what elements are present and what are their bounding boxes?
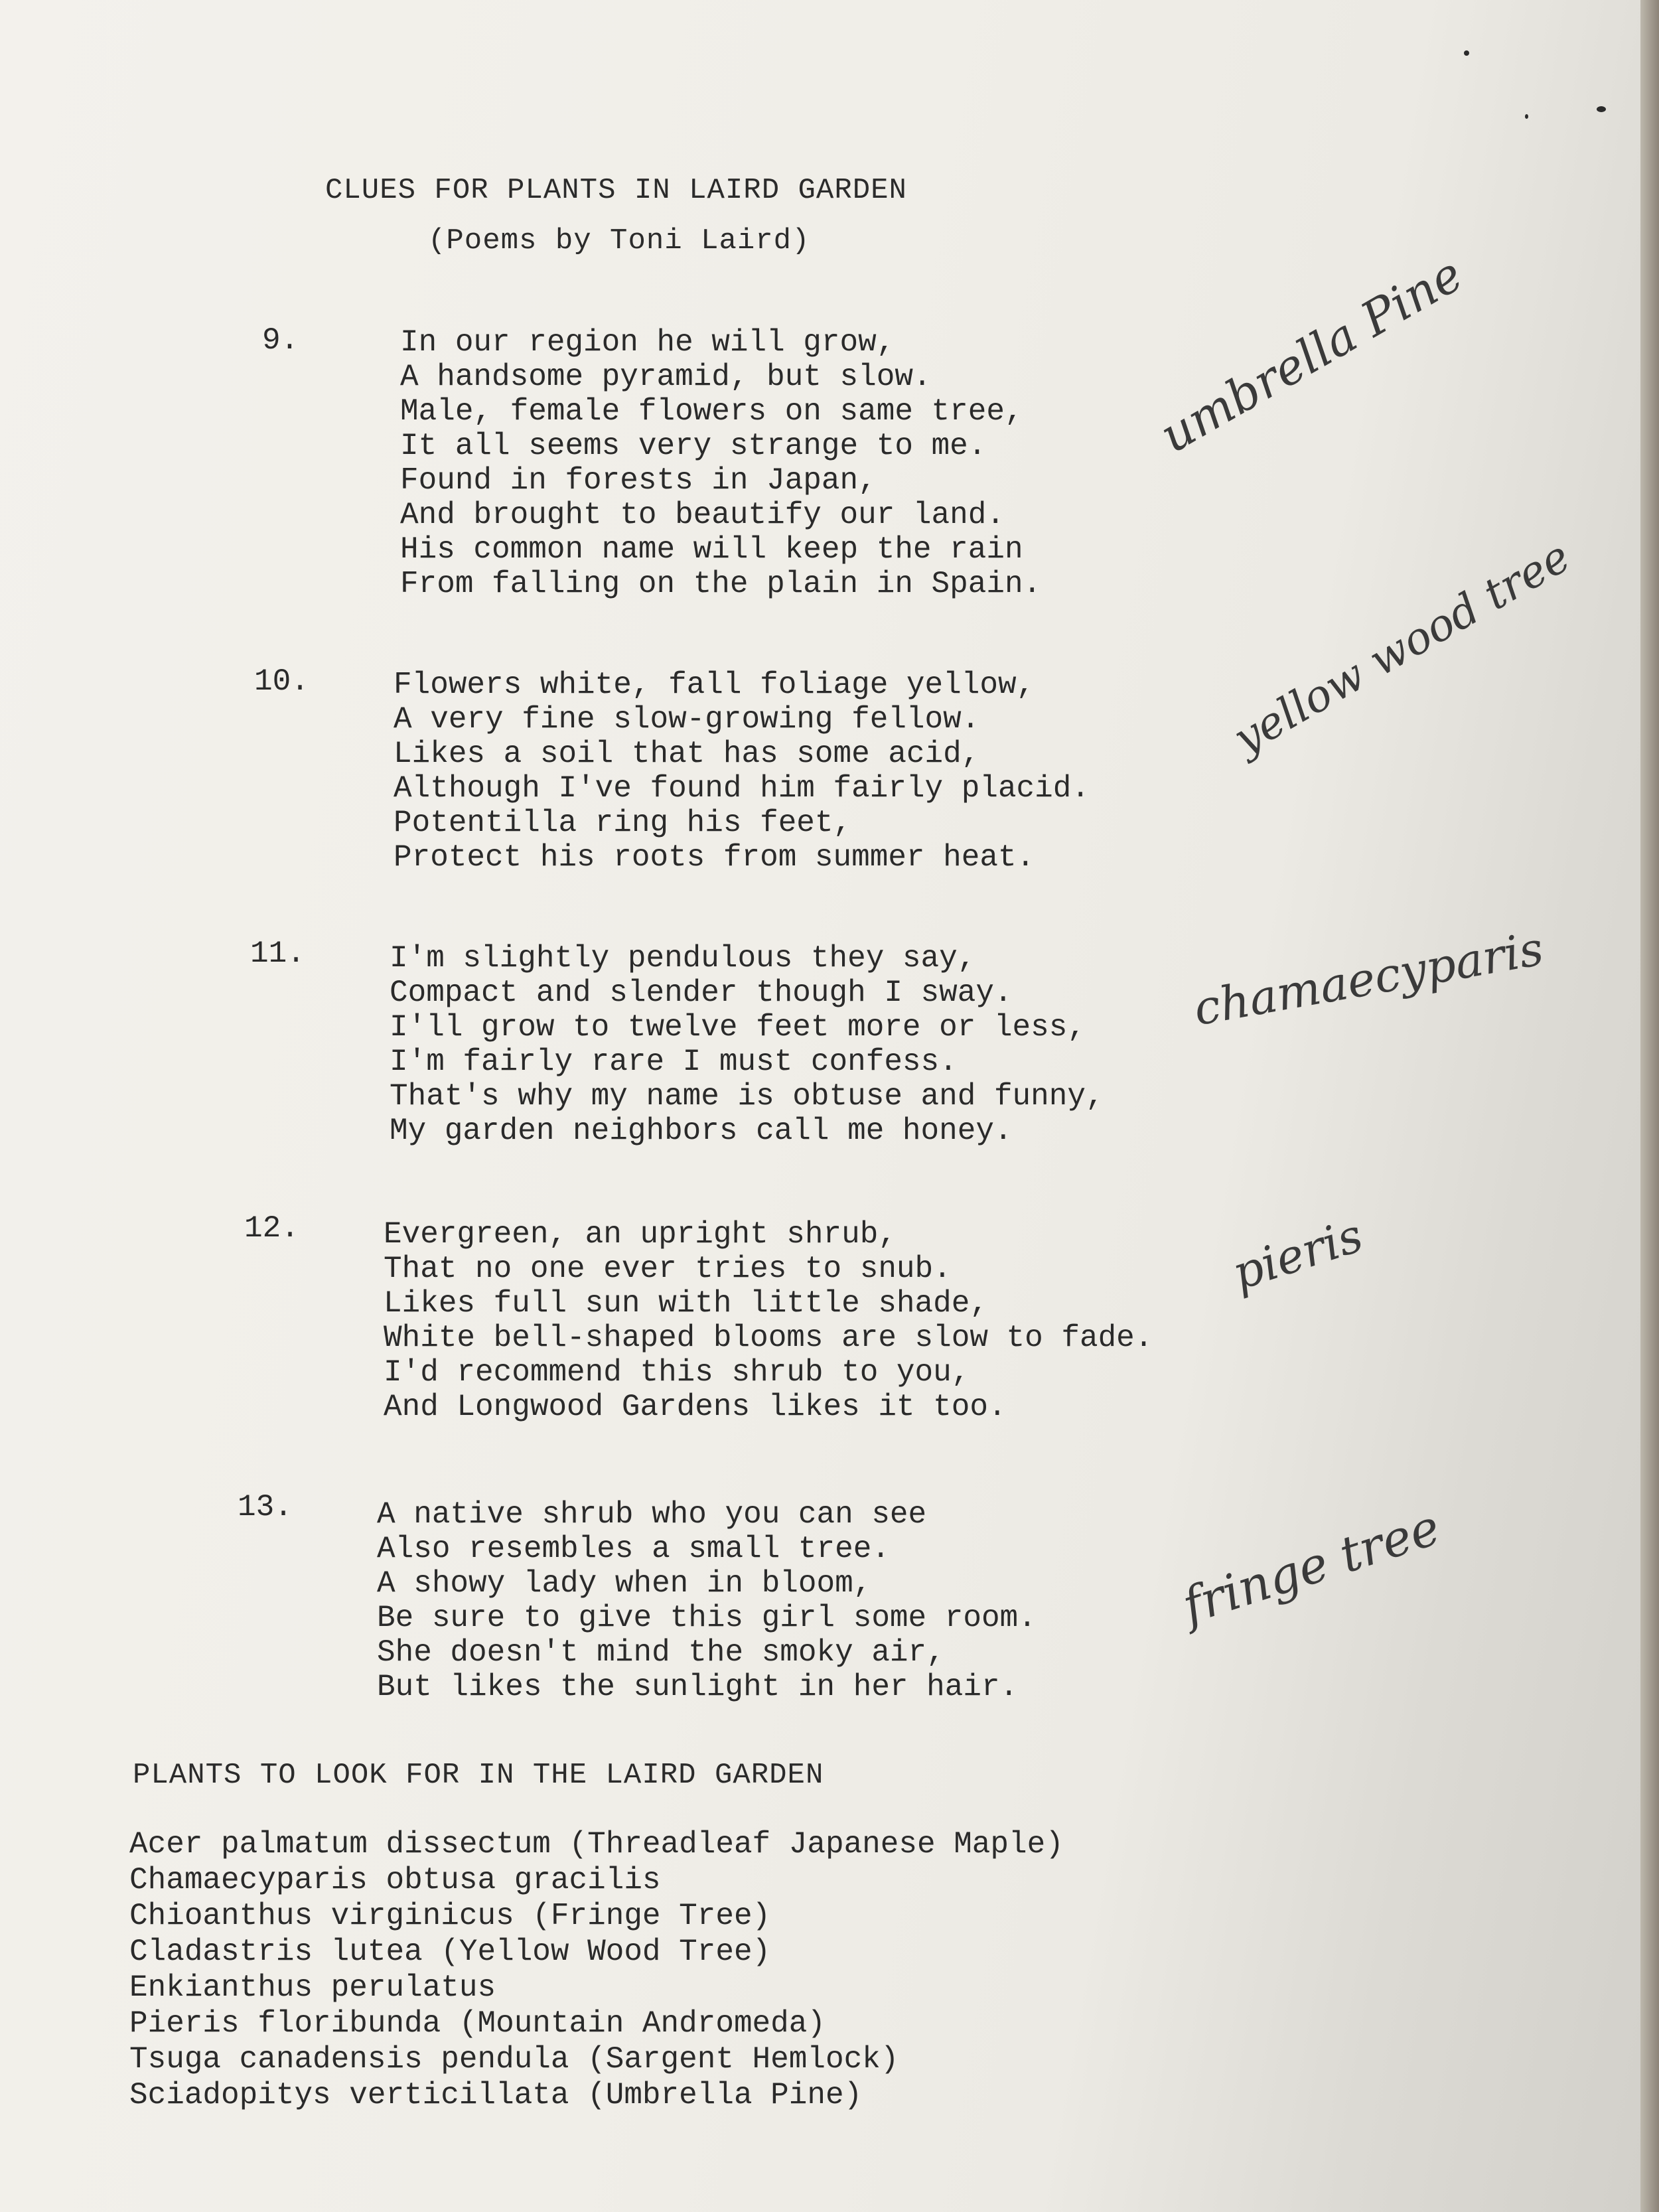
verse-line: A handsome pyramid, but slow. [400, 360, 932, 394]
page-subtitle: (Poems by Toni Laird) [428, 224, 810, 258]
verse-line: I'll grow to twelve feet more or less, [390, 1010, 1086, 1045]
verse-line: I'd recommend this shrub to you, [384, 1355, 970, 1390]
poem-number: 9. [262, 323, 299, 358]
verse-line: A native shrub who you can see [377, 1497, 927, 1532]
handwritten-annotation: umbrella Pine [1151, 246, 1472, 464]
poem-number: 11. [250, 936, 305, 971]
poem-verse [377, 1497, 1037, 1704]
plant-list-item: Chioanthus virginicus (Fringe Tree) [129, 1899, 771, 1933]
verse-line: A very fine slow-growing fellow. [394, 702, 980, 737]
plant-list-item: Sciadopitys verticillata (Umbrella Pine) [129, 2078, 863, 2112]
verse-line: That no one ever tries to snub. [384, 1252, 952, 1286]
plant-list-item: Acer palmatum dissectum (Threadleaf Japanese Maple) [129, 1827, 1064, 1862]
verse-line: Flowers white, fall foliage yellow, [394, 668, 1035, 702]
plant-list-title: PLANTS TO LOOK FOR IN THE LAIRD GARDEN [133, 1759, 824, 1792]
handwritten-annotation: yellow wood tree [1224, 530, 1579, 765]
plant-list-item: Pieris floribunda (Mountain Andromeda) [129, 2006, 826, 2041]
plant-list-item: Enkianthus perulatus [129, 1970, 496, 2005]
poem-verse [384, 1217, 1153, 1424]
poem-verse [400, 325, 1041, 601]
verse-line: And brought to beautify our land. [400, 498, 1005, 532]
poem-verse [394, 668, 1090, 875]
verse-line: Also resembles a small tree. [377, 1532, 890, 1566]
verse-line: White bell-shaped blooms are slow to fade. [384, 1321, 1153, 1355]
handwritten-annotation: chamaecyparis [1189, 921, 1548, 1037]
ink-speck [1597, 106, 1606, 112]
verse-line: But likes the sunlight in her hair. [377, 1670, 1019, 1704]
poem-number: 10. [254, 664, 309, 699]
ink-speck [1525, 114, 1528, 119]
verse-line: Protect his roots from summer heat. [394, 840, 1035, 875]
verse-line: Although I've found him fairly placid. [394, 771, 1090, 806]
poem-number: 13. [238, 1490, 293, 1524]
handwritten-annotation: pieris [1226, 1208, 1370, 1301]
verse-line: A showy lady when in bloom, [377, 1566, 872, 1601]
verse-line: Likes full sun with little shade, [384, 1286, 988, 1321]
verse-line: Male, female flowers on same tree, [400, 394, 1023, 429]
verse-line: My garden neighbors call me honey. [390, 1114, 1013, 1148]
verse-line: That's why my name is obtuse and funny, [390, 1079, 1104, 1114]
verse-line: I'm fairly rare I must confess. [390, 1045, 958, 1079]
plant-list-item: Cladastris lutea (Yellow Wood Tree) [129, 1935, 771, 1969]
plant-list [129, 1826, 1064, 2113]
handwritten-annotation: fringe tree [1175, 1499, 1447, 1635]
verse-line: I'm slightly pendulous they say, [390, 941, 976, 976]
verse-line: She doesn't mind the smoky air, [377, 1635, 945, 1670]
verse-line: Be sure to give this girl some room. [377, 1601, 1037, 1635]
verse-line: Evergreen, an upright shrub, [384, 1217, 897, 1252]
ink-speck [1464, 50, 1469, 56]
poem-verse [390, 941, 1104, 1148]
plant-list-item: Chamaecyparis obtusa gracilis [129, 1863, 661, 1897]
plant-list-item: Tsuga canadensis pendula (Sargent Hemlock) [129, 2042, 899, 2077]
verse-line: And Longwood Gardens likes it too. [384, 1390, 1007, 1424]
poem-number: 12. [244, 1211, 299, 1246]
verse-line: Found in forests in Japan, [400, 463, 877, 498]
verse-line: In our region he will grow, [400, 325, 895, 360]
verse-line: Potentilla ring his feet, [394, 806, 852, 840]
paper-edge-shadow [1640, 0, 1659, 2212]
verse-line: It all seems very strange to me. [400, 429, 987, 463]
verse-line: Compact and slender though I sway. [390, 976, 1013, 1010]
verse-line: Likes a soil that has some acid, [394, 737, 980, 771]
verse-line: His common name will keep the rain [400, 532, 1023, 567]
verse-line: From falling on the plain in Spain. [400, 567, 1042, 601]
page-title: CLUES FOR PLANTS IN LAIRD GARDEN [325, 174, 907, 207]
